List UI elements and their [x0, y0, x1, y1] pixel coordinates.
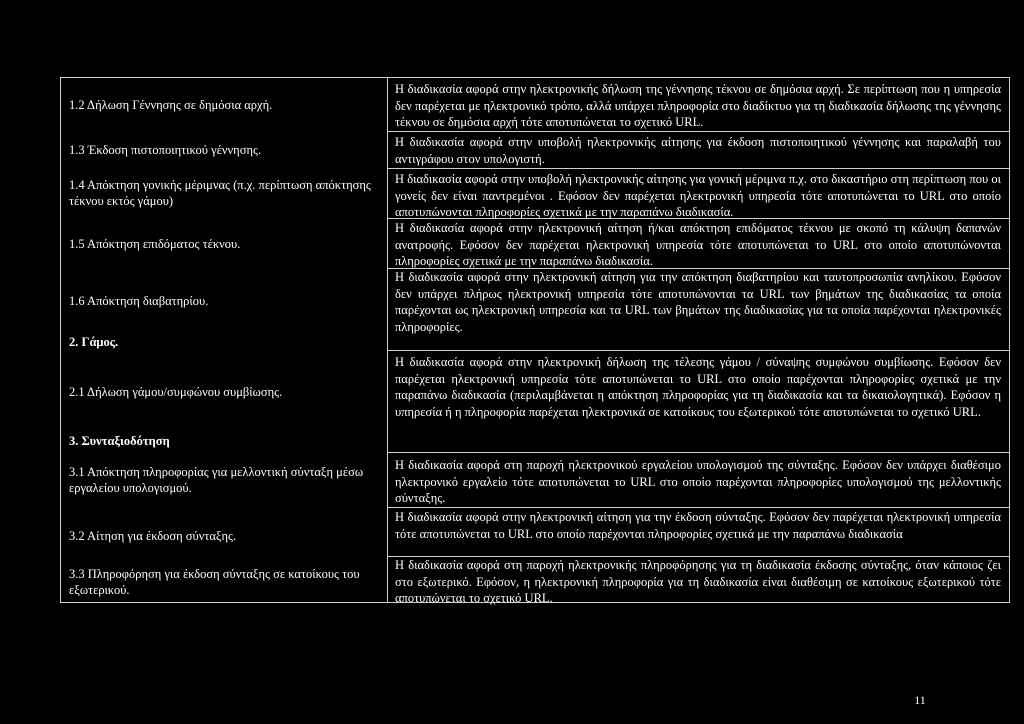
- item-1-5: 1.5 Απόκτηση επιδόματος τέκνου.: [69, 237, 241, 251]
- item-3-2: 3.2 Αίτηση για έκδοση σύνταξης.: [69, 529, 237, 543]
- row-divider: [388, 452, 1009, 453]
- left-column: [61, 78, 387, 602]
- item-1-6: 1.6 Απόκτηση διαβατηρίου.: [69, 294, 209, 308]
- description-1-6: Η διαδικασία αφορά στην ηλεκτρονική αίτηση για την απόκτηση διαβατηρίου και ταυτοπροσωπία ανηλίκου. Εφόσον δεν υπάρχει πλήρως ηλεκτρονική υπηρεσία τότε αποτυπώνονται τα URL των βημάτων της διαδικασίας τα οποία παρέχονται ως ηλεκτρονική υπηρεσία και τα URL των βημάτων της διαδικασίας για τα οποία παρέχονται ηλεκτρονικές πληροφορίες.: [395, 270, 1001, 334]
- row-divider: [388, 218, 1009, 219]
- procedures-table: [60, 77, 1010, 606]
- item-1-4: 1.4 Απόκτηση γονικής μέριμνας (π.χ. περίπτωση απόκτησης τέκνου εκτός γάμου): [69, 178, 371, 208]
- row-divider: [388, 350, 1009, 351]
- description-3-3: Η διαδικασία αφορά στη παροχή ηλεκτρονικής πληροφόρησης για τη διαδικασία έκδοσης σύνταξης, όταν κάποιος ζει στο εξωτερικό. Εφόσον, η ηλεκτρονική πληροφορία για τη διαδικασία είναι διαθέσιμη σε κατοίκους εξωτερικού τότε αποτυπώνεται το σχετικό URL.: [395, 558, 1001, 606]
- section-3-heading: 3. Συνταξιοδότηση: [69, 434, 170, 448]
- description-1-5: Η διαδικασία αφορά στην ηλεκτρονική αίτηση ή/και απόκτηση επιδόματος τέκνου με σκοπό τη κάλυψη δαπανών ανατροφής. Εφόσον δεν παρέχεται ηλεκτρονική υπηρεσία τότε αποτυπώνεται το URL στο οποίο αποτυπώνονται πληροφορίες σχετικά με την παραπάνω διαδικασία.: [395, 221, 1001, 269]
- description-1-2: Η διαδικασία αφορά στην ηλεκτρονικής δήλωση της γέννησης τέκνου σε δημόσια αρχή. Σε περίπτωση που η υπηρεσία δεν παρέχεται με ηλεκτρονικό τρόπο, αλλά υπάρχει πληροφορία στο διαδίκτυο για τη διαδικασία δήλωσης της γέννησης τέκνου σε δημόσια αρχή τότε αποτυπώνεται το σχετικό URL.: [395, 82, 1001, 130]
- item-1-3: 1.3 Έκδοση πιστοποιητικού γέννησης.: [69, 143, 262, 157]
- item-2-1: 2.1 Δήλωση γάμου/συμφώνου συμβίωσης.: [69, 385, 283, 399]
- section-2-heading: 2. Γάμος.: [69, 335, 119, 349]
- right-column: [388, 78, 1009, 606]
- row-divider: [388, 168, 1009, 169]
- description-1-3: Η διαδικασία αφορά στην υποβολή ηλεκτρονικής αίτησης για έκδοση πιστοποιητικού γέννησης και παραλαβή του αντιγράφου στον υπολογιστή.: [395, 135, 1001, 166]
- description-1-4: Η διαδικασία αφορά στην υποβολή ηλεκτρονικής αίτησης για γονική μέριμνα π.χ. στο δικαστήριο στη περίπτωση που οι γονείς δεν είναι παντρεμένοι . Εφόσον δεν παρέχεται ηλεκτρονική υπηρεσία τότε αποτυπώνεται το URL στο οποίο αποτυπώνονται πληροφορίες σχετικά με την παραπάνω διαδικασία.: [395, 172, 1001, 220]
- description-2-1: Η διαδικασία αφορά στην ηλεκτρονική δήλωση της τέλεσης γάμου / σύναψης συμφώνου συμβίωσης. Εφόσον δεν παρέχεται ηλεκτρονική υπηρεσία τότε αποτυπώνεται το URL στο οποίο παρέχονται πληροφορίες σχετικά με την παραπάνω διαδικασία (περιλαμβάνεται η απόκτηση πληροφορίας για τη διαδικασία και τα δικαιολογητικά). Εφόσον η υπηρεσία ή η πληροφορία παρέχεται ηλεκτρονικά σε κατοίκους του εξωτερικού τότε αποτυπώνεται το σχετικό URL.: [395, 355, 1001, 419]
- row-divider: [388, 507, 1009, 508]
- item-3-3: 3.3 Πληροφόρηση για έκδοση σύνταξης σε κατοίκους του εξωτερικού.: [69, 567, 360, 597]
- description-3-2: Η διαδικασία αφορά στην ηλεκτρονική αίτηση για την έκδοση σύνταξης. Εφόσον δεν παρέχεται ηλεκτρονική υπηρεσία τότε αποτυπώνεται το URL στο οποίο παρέχονται πληροφορίες σχετικά με την παραπάνω διαδικασία: [395, 510, 1001, 541]
- row-divider: [388, 131, 1009, 132]
- description-3-1: Η διαδικασία αφορά στη παροχή ηλεκτρονικού εργαλείου υπολογισμού της σύνταξης. Εφόσον δεν υπάρχει διαθέσιμο ηλεκτρονικό εργαλείο τότε αποτυπώνεται το URL στο οποίο παρέχονται πληροφορίες υπολογισμού της μελλοντικής σύνταξης.: [395, 458, 1001, 506]
- item-3-1: 3.1 Απόκτηση πληροφορίας για μελλοντική σύνταξη μέσω εργαλείου υπολογισμού.: [69, 465, 364, 495]
- page-number: 11: [914, 693, 926, 707]
- item-1-2: 1.2 Δήλωση Γέννησης σε δημόσια αρχή.: [69, 98, 273, 112]
